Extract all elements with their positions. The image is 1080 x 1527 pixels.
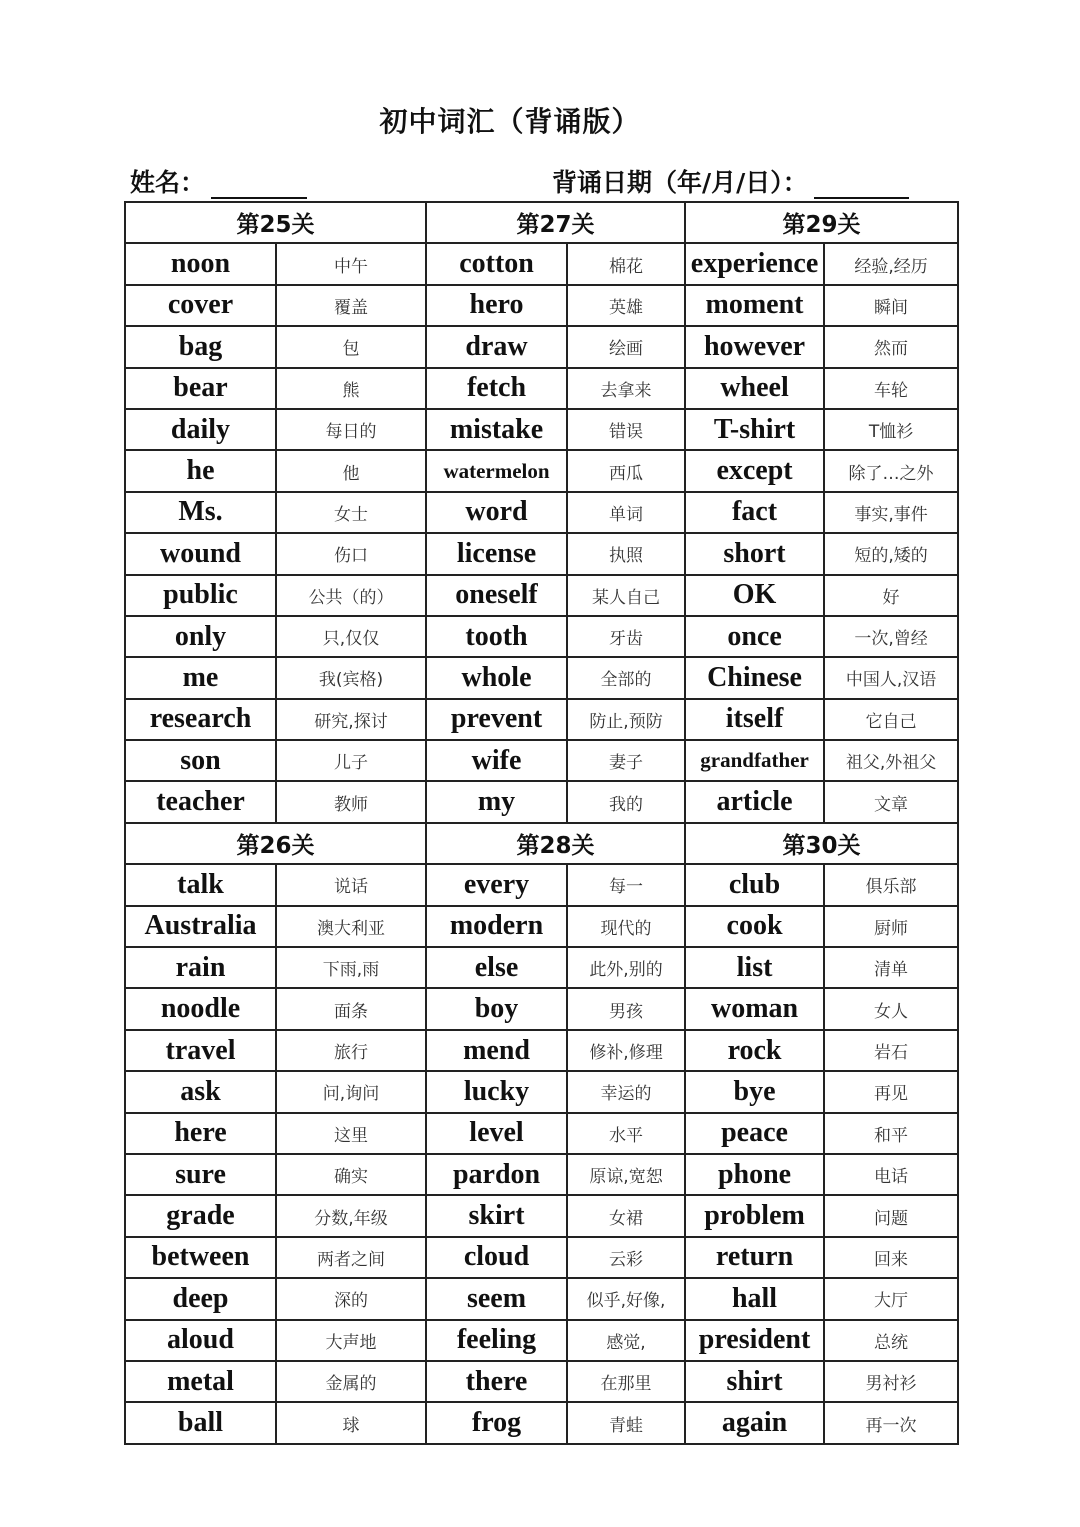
chinese-meaning: 现代的: [567, 906, 685, 947]
english-word: between: [125, 1237, 276, 1278]
chinese-meaning: 感觉,: [567, 1320, 685, 1361]
word-row: [125, 1361, 958, 1402]
chinese-meaning: 俱乐部: [824, 864, 958, 905]
word-row: [125, 1030, 958, 1071]
chinese-meaning: 电话: [824, 1154, 958, 1195]
chinese-meaning: 大声地: [276, 1320, 426, 1361]
chinese-meaning: 回来: [824, 1237, 958, 1278]
english-word: pardon: [426, 1154, 567, 1195]
date-label: 背诵日期（年/月/日）：: [552, 168, 808, 197]
word-row: [125, 492, 958, 533]
word-row: [125, 1071, 958, 1112]
english-word: again: [685, 1402, 824, 1443]
chinese-meaning: 下雨,雨: [276, 947, 426, 988]
english-word: hall: [685, 1278, 824, 1319]
chinese-meaning: 再一次: [824, 1402, 958, 1443]
english-word: noon: [125, 243, 276, 284]
chinese-meaning: 岩石: [824, 1030, 958, 1071]
chinese-meaning: 女人: [824, 988, 958, 1029]
english-word: peace: [685, 1113, 824, 1154]
english-word: level: [426, 1113, 567, 1154]
chinese-meaning: 事实,事件: [824, 492, 958, 533]
chinese-meaning: 和平: [824, 1113, 958, 1154]
word-row: [125, 368, 958, 409]
level-header: 第28关: [426, 823, 685, 864]
english-word: return: [685, 1237, 824, 1278]
english-word: T-shirt: [685, 409, 824, 450]
english-word: once: [685, 616, 824, 657]
english-word: he: [125, 450, 276, 491]
chinese-meaning: 它自己: [824, 699, 958, 740]
chinese-meaning: 问,询问: [276, 1071, 426, 1112]
chinese-meaning: T恤衫: [824, 409, 958, 450]
chinese-meaning: 女士: [276, 492, 426, 533]
english-word: frog: [426, 1402, 567, 1443]
word-row: [125, 409, 958, 450]
english-word: Australia: [125, 906, 276, 947]
english-word: sure: [125, 1154, 276, 1195]
word-row: [125, 1402, 958, 1443]
chinese-meaning: 金属的: [276, 1361, 426, 1402]
english-word: OK: [685, 575, 824, 616]
chinese-meaning: 球: [276, 1402, 426, 1443]
chinese-meaning: 绘画: [567, 326, 685, 367]
english-word: mend: [426, 1030, 567, 1071]
english-word: itself: [685, 699, 824, 740]
chinese-meaning: 男衬衫: [824, 1361, 958, 1402]
english-word: bear: [125, 368, 276, 409]
english-word: travel: [125, 1030, 276, 1071]
chinese-meaning: 全部的: [567, 657, 685, 698]
english-word: watermelon: [426, 450, 567, 491]
english-word: research: [125, 699, 276, 740]
english-word: article: [685, 781, 824, 822]
chinese-meaning: 文章: [824, 781, 958, 822]
english-word: Chinese: [685, 657, 824, 698]
chinese-meaning: 只,仅仅: [276, 616, 426, 657]
english-word: ball: [125, 1402, 276, 1443]
word-row: [125, 699, 958, 740]
english-word: moment: [685, 285, 824, 326]
word-row: [125, 1113, 958, 1154]
english-word: list: [685, 947, 824, 988]
english-word: my: [426, 781, 567, 822]
word-row: [125, 864, 958, 905]
chinese-meaning: 妻子: [567, 740, 685, 781]
chinese-meaning: 旅行: [276, 1030, 426, 1071]
chinese-meaning: 短的,矮的: [824, 533, 958, 574]
level-header: 第25关: [125, 202, 426, 243]
date-blank-line[interactable]: [814, 169, 909, 199]
english-word: every: [426, 864, 567, 905]
chinese-meaning: 问题: [824, 1195, 958, 1236]
english-word: fetch: [426, 368, 567, 409]
chinese-meaning: 青蛙: [567, 1402, 685, 1443]
word-row: [125, 1237, 958, 1278]
english-word: metal: [125, 1361, 276, 1402]
chinese-meaning: 云彩: [567, 1237, 685, 1278]
english-word: bag: [125, 326, 276, 367]
chinese-meaning: 去拿来: [567, 368, 685, 409]
chinese-meaning: 除了…之外: [824, 450, 958, 491]
chinese-meaning: 我(宾格): [276, 657, 426, 698]
english-word: grade: [125, 1195, 276, 1236]
english-word: shirt: [685, 1361, 824, 1402]
english-word: fact: [685, 492, 824, 533]
chinese-meaning: 西瓜: [567, 450, 685, 491]
english-word: rock: [685, 1030, 824, 1071]
chinese-meaning: 总统: [824, 1320, 958, 1361]
english-word: boy: [426, 988, 567, 1029]
english-word: word: [426, 492, 567, 533]
chinese-meaning: 防止,预防: [567, 699, 685, 740]
chinese-meaning: 澳大利亚: [276, 906, 426, 947]
english-word: phone: [685, 1154, 824, 1195]
page-title: 初中词汇（背诵版）: [379, 105, 641, 138]
chinese-meaning: 面条: [276, 988, 426, 1029]
english-word: wheel: [685, 368, 824, 409]
chinese-meaning: 伤口: [276, 533, 426, 574]
english-word: talk: [125, 864, 276, 905]
chinese-meaning: 两者之间: [276, 1237, 426, 1278]
english-word: whole: [426, 657, 567, 698]
chinese-meaning: 研究,探讨: [276, 699, 426, 740]
english-word: cover: [125, 285, 276, 326]
english-word: oneself: [426, 575, 567, 616]
chinese-meaning: 他: [276, 450, 426, 491]
english-word: cotton: [426, 243, 567, 284]
name-blank-line[interactable]: [211, 169, 307, 199]
chinese-meaning: 每日的: [276, 409, 426, 450]
chinese-meaning: 一次,曾经: [824, 616, 958, 657]
chinese-meaning: 经验,经历: [824, 243, 958, 284]
chinese-meaning: 男孩: [567, 988, 685, 1029]
english-word: mistake: [426, 409, 567, 450]
english-word: wound: [125, 533, 276, 574]
english-word: hero: [426, 285, 567, 326]
level-header: 第30关: [685, 823, 958, 864]
word-row: [125, 781, 958, 822]
chinese-meaning: 这里: [276, 1113, 426, 1154]
chinese-meaning: 说话: [276, 864, 426, 905]
word-row: [125, 740, 958, 781]
chinese-meaning: 瞬间: [824, 285, 958, 326]
word-row: [125, 285, 958, 326]
english-word: deep: [125, 1278, 276, 1319]
name-label: 姓名：: [130, 168, 206, 197]
word-row: [125, 326, 958, 367]
english-word: experience: [685, 243, 824, 284]
english-word: grandfather: [685, 740, 824, 781]
english-word: lucky: [426, 1071, 567, 1112]
english-word: prevent: [426, 699, 567, 740]
english-word: aloud: [125, 1320, 276, 1361]
chinese-meaning: 中午: [276, 243, 426, 284]
chinese-meaning: 确实: [276, 1154, 426, 1195]
english-word: woman: [685, 988, 824, 1029]
level-header: 第27关: [426, 202, 685, 243]
chinese-meaning: 单词: [567, 492, 685, 533]
chinese-meaning: 执照: [567, 533, 685, 574]
english-word: short: [685, 533, 824, 574]
word-row: [125, 575, 958, 616]
word-row: [125, 533, 958, 574]
chinese-meaning: 英雄: [567, 285, 685, 326]
english-word: ask: [125, 1071, 276, 1112]
english-word: feeling: [426, 1320, 567, 1361]
chinese-meaning: 分数,年级: [276, 1195, 426, 1236]
date-field: [552, 163, 909, 199]
chinese-meaning: 熊: [276, 368, 426, 409]
word-row: [125, 1154, 958, 1195]
word-row: [125, 906, 958, 947]
word-row: [125, 1195, 958, 1236]
vocabulary-table: [124, 201, 959, 1445]
english-word: modern: [426, 906, 567, 947]
chinese-meaning: 好: [824, 575, 958, 616]
chinese-meaning: 清单: [824, 947, 958, 988]
chinese-meaning: 棉花: [567, 243, 685, 284]
word-row: [125, 616, 958, 657]
word-row: [125, 1320, 958, 1361]
chinese-meaning: 水平: [567, 1113, 685, 1154]
chinese-meaning: 幸运的: [567, 1071, 685, 1112]
english-word: noodle: [125, 988, 276, 1029]
chinese-meaning: 再见: [824, 1071, 958, 1112]
chinese-meaning: 此外,别的: [567, 947, 685, 988]
english-word: Ms.: [125, 492, 276, 533]
chinese-meaning: 教师: [276, 781, 426, 822]
chinese-meaning: 修补,修理: [567, 1030, 685, 1071]
word-row: [125, 1278, 958, 1319]
chinese-meaning: 大厅: [824, 1278, 958, 1319]
chinese-meaning: 深的: [276, 1278, 426, 1319]
english-word: bye: [685, 1071, 824, 1112]
english-word: rain: [125, 947, 276, 988]
chinese-meaning: 错误: [567, 409, 685, 450]
word-row: [125, 947, 958, 988]
english-word: teacher: [125, 781, 276, 822]
english-word: only: [125, 616, 276, 657]
chinese-meaning: 每一: [567, 864, 685, 905]
word-row: [125, 243, 958, 284]
english-word: seem: [426, 1278, 567, 1319]
english-word: cook: [685, 906, 824, 947]
chinese-meaning: 似乎,好像,: [567, 1278, 685, 1319]
english-word: however: [685, 326, 824, 367]
english-word: here: [125, 1113, 276, 1154]
chinese-meaning: 祖父,外祖父: [824, 740, 958, 781]
word-row: [125, 450, 958, 491]
chinese-meaning: 牙齿: [567, 616, 685, 657]
chinese-meaning: 车轮: [824, 368, 958, 409]
english-word: son: [125, 740, 276, 781]
english-word: daily: [125, 409, 276, 450]
level-header-row: [125, 202, 958, 243]
english-word: wife: [426, 740, 567, 781]
english-word: else: [426, 947, 567, 988]
english-word: skirt: [426, 1195, 567, 1236]
chinese-meaning: 儿子: [276, 740, 426, 781]
level-header-row: [125, 823, 958, 864]
english-word: cloud: [426, 1237, 567, 1278]
english-word: draw: [426, 326, 567, 367]
chinese-meaning: 包: [276, 326, 426, 367]
word-row: [125, 988, 958, 1029]
chinese-meaning: 公共（的）: [276, 575, 426, 616]
english-word: public: [125, 575, 276, 616]
word-row: [125, 657, 958, 698]
chinese-meaning: 女裙: [567, 1195, 685, 1236]
english-word: problem: [685, 1195, 824, 1236]
chinese-meaning: 原谅,宽恕: [567, 1154, 685, 1195]
chinese-meaning: 然而: [824, 326, 958, 367]
chinese-meaning: 我的: [567, 781, 685, 822]
english-word: tooth: [426, 616, 567, 657]
english-word: except: [685, 450, 824, 491]
chinese-meaning: 某人自己: [567, 575, 685, 616]
chinese-meaning: 厨师: [824, 906, 958, 947]
level-header: 第26关: [125, 823, 426, 864]
english-word: me: [125, 657, 276, 698]
level-header: 第29关: [685, 202, 958, 243]
english-word: club: [685, 864, 824, 905]
english-word: there: [426, 1361, 567, 1402]
chinese-meaning: 中国人,汉语: [824, 657, 958, 698]
chinese-meaning: 在那里: [567, 1361, 685, 1402]
english-word: license: [426, 533, 567, 574]
chinese-meaning: 覆盖: [276, 285, 426, 326]
name-field: [130, 163, 307, 199]
english-word: president: [685, 1320, 824, 1361]
